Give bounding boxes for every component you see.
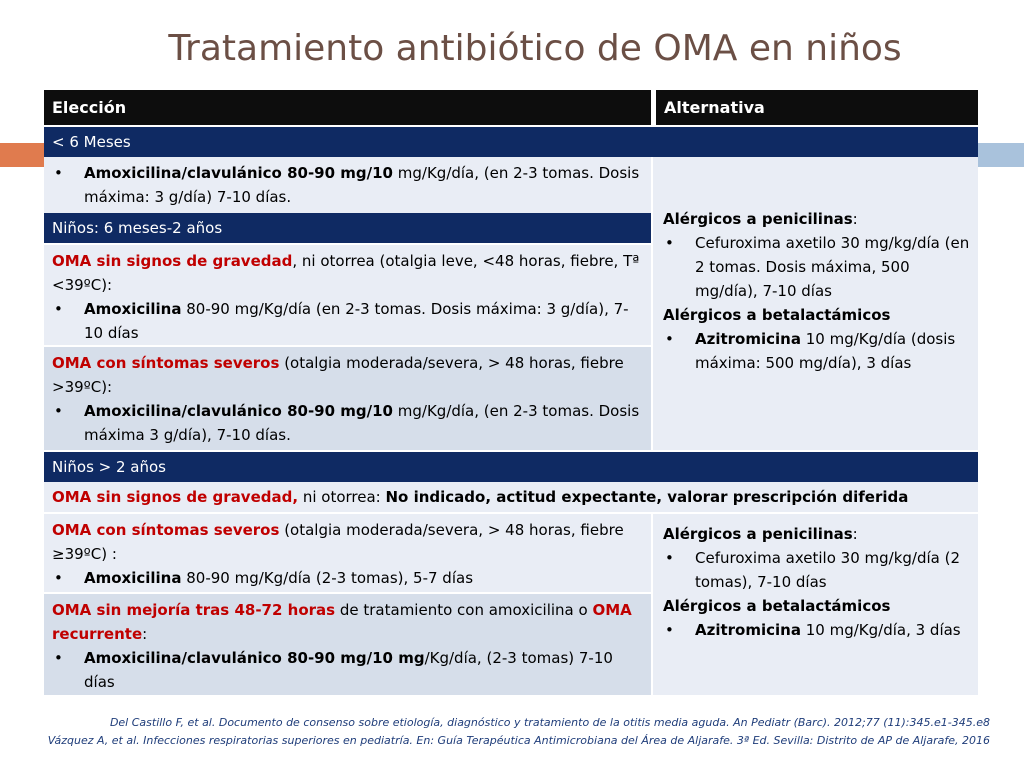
reference-2: Vázquez A, et al. Infecciones respiratorias superiores en pediatría. En: Guía Terapéutica Antimicrobiana del Área de Aljarafe. 3ª Ed. Sevilla: Distrito de AP de Aljarafe, 2016 xyxy=(47,734,990,747)
alt-bullet-cefuroxima: • Cefuroxima axetilo 30 mg/kg/día (en 2 tomas. Dosis máxima, 500 mg/día), 7-10 días xyxy=(695,231,970,303)
reference-1: Del Castillo F, et al. Documento de consenso sobre etiología, diagnóstico y tratamiento de la otitis media aguda. An Pediatr (Barc). 2012;77 (11):345.e1-345.e8 xyxy=(109,716,990,729)
table-row-full xyxy=(44,482,978,512)
drug-name: Amoxicilina xyxy=(84,569,182,587)
section-lt6m xyxy=(44,127,978,157)
drug-name: Azitromicina xyxy=(695,621,801,639)
cell-eleccion: OMA sin signos de gravedad, ni otorrea (otalgia leve, <48 horas, fiebre, Tª <39ºC): • Amoxicilina 80-90 mg/Kg/día (en 2-3 tomas. Dosis máxima: 3 g/día), 7-10 días xyxy=(44,245,651,345)
allergy-heading-betalactamicos: Alérgicos a betalactámicos xyxy=(663,597,891,615)
cell-eleccion: OMA con síntomas severos (otalgia moderada/severa, > 48 horas, fiebre ≥39ºC) : • Amoxicilina 80-90 mg/Kg/día (2-3 tomas), 5-7 días xyxy=(44,514,651,592)
allergy-heading-betalactamicos: Alérgicos a betalactámicos xyxy=(663,306,891,324)
cell-alternativa: Alérgicos a penicilinas: • Cefuroxima axetilo 30 mg/kg/día (en 2 tomas. Dosis máxima, 500 mg/día), 7-10 días Alérgicos a betalactámicos • Azitromicina 10 mg/Kg/día (dosis máxima: 500 mg/día), 3 días xyxy=(651,157,978,450)
section-gt2a xyxy=(44,452,978,482)
slide-title: Tratamiento antibiótico de OMA en niños xyxy=(168,28,902,69)
section-6m-2a xyxy=(44,213,651,243)
header-eleccion: Elección xyxy=(44,90,651,125)
cell-full: OMA sin signos de gravedad, ni otorrea: No indicado, actitud expectante, valorar prescripción diferida xyxy=(44,482,978,512)
cell-alternativa: Alérgicos a penicilinas: • Cefuroxima axetilo 30 mg/kg/día (2 tomas), 7-10 días Alérgicos a betalactámicos • Azitromicina 10 mg/Kg/día, 3 días xyxy=(651,514,978,695)
drug-name: Amoxicilina/clavulánico 80-90 mg/10 xyxy=(84,402,393,420)
allergy-heading-penicilinas: Alérgicos a penicilinas xyxy=(663,525,853,543)
drug-name: Amoxicilina xyxy=(84,300,182,318)
section-label: Niños > 2 años xyxy=(52,458,166,476)
drug-name: Amoxicilina/clavulánico 80-90 mg/10 xyxy=(84,164,393,182)
drug-name: Amoxicilina/clavulánico 80-90 mg/10 mg xyxy=(84,649,425,667)
alternativa-block-2 xyxy=(44,514,978,695)
cell-eleccion: OMA con síntomas severos (otalgia moderada/severa, > 48 horas, fiebre >39ºC): • Amoxicilina/clavulánico 80-90 mg/10 mg/Kg/día, (en 2-3 tomas. Dosis máxima 3 g/día), 7-10 días. xyxy=(44,347,651,450)
dosage-text: mg/Kg/día, (en 2-3 tomas. Dosis máxima: 3 g/día) 7-10 días. xyxy=(84,164,640,206)
section-label: Niños: 6 meses-2 años xyxy=(52,219,223,237)
alt-bullet-cefuroxima: • Cefuroxima axetilo 30 mg/kg/día (2 tomas), 7-10 días xyxy=(695,546,970,594)
section-label: < 6 Meses xyxy=(52,133,131,151)
table-row xyxy=(44,245,978,345)
allergy-heading-penicilinas: Alérgicos a penicilinas xyxy=(663,210,853,228)
references xyxy=(0,714,990,750)
accent-bar-left xyxy=(0,143,44,167)
header-alternativa: Alternativa xyxy=(654,90,978,125)
drug-name: Azitromicina xyxy=(695,330,801,348)
cell-eleccion: OMA sin mejoría tras 48-72 horas de tratamiento con amoxicilina o OMA recurrente: • Amoxicilina/clavulánico 80-90 mg/10 mg/Kg/día, (2-3 tomas) 7-10 días xyxy=(44,594,651,695)
table-header-row xyxy=(44,90,978,125)
accent-bar-right xyxy=(978,143,1024,167)
table-row xyxy=(44,347,978,450)
